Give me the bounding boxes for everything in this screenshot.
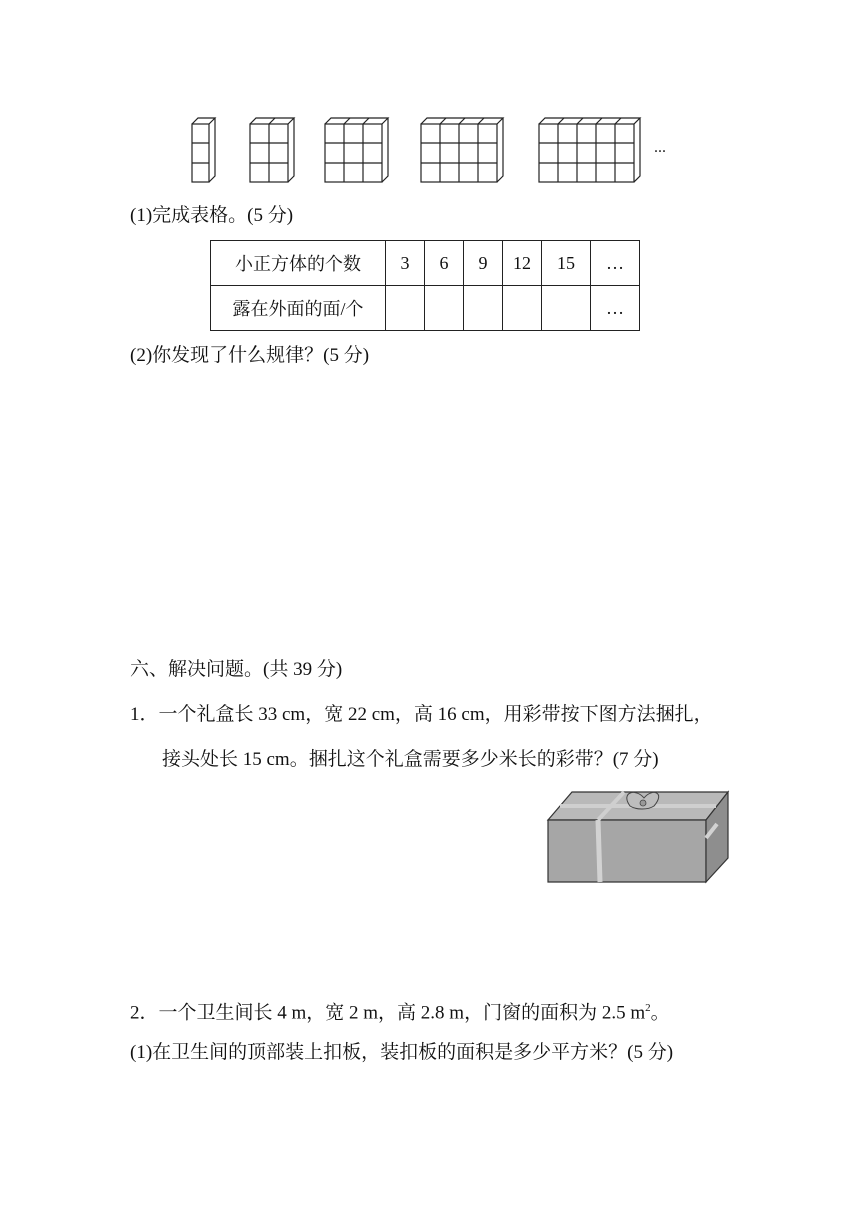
- cube-stack-6: [250, 118, 294, 182]
- q2-line1-end: 。: [650, 1002, 670, 1024]
- table-cell: …: [591, 241, 640, 286]
- cube-stack-3: [192, 118, 215, 182]
- cube-stack-15: [539, 118, 640, 182]
- table-cell: 15: [542, 241, 591, 286]
- part2-prompt: (2)你发现了什么规律？(5 分): [130, 345, 370, 366]
- row-header-exposed-faces: 露在外面的面/个: [211, 286, 386, 331]
- table-cell: …: [591, 286, 640, 331]
- figure-ellipsis: ...: [654, 139, 666, 156]
- answer-cell[interactable]: [425, 286, 464, 331]
- table-row: [211, 241, 640, 286]
- table-cell: 3: [386, 241, 425, 286]
- cube-stack-9: [325, 118, 388, 182]
- q1-line2: 接头处长 15 cm。捆扎这个礼盒需要多少米长的彩带？(7 分): [162, 749, 659, 770]
- q1-line1: 1．一个礼盒长 33 cm，宽 22 cm，高 16 cm，用彩带按下图方法捆扎，: [130, 704, 713, 725]
- q2-sub1-prompt: (1)在卫生间的顶部装上扣板，装扣板的面积是多少平方米？(5 分): [130, 1042, 674, 1063]
- table-row: [211, 286, 640, 331]
- cube-arrangements-figure: [180, 108, 700, 188]
- answer-cell[interactable]: [503, 286, 542, 331]
- part1-prompt: (1)完成表格。(5 分): [130, 205, 294, 226]
- cube-stack-12: [421, 118, 503, 182]
- table-cell: 12: [503, 241, 542, 286]
- section6-title: 六、解决问题。(共 39 分): [130, 659, 343, 680]
- answer-cell[interactable]: [386, 286, 425, 331]
- table-cell: 6: [425, 241, 464, 286]
- gift-box-image: [540, 786, 730, 886]
- q2-line1: [130, 996, 670, 1025]
- table-cell: 9: [464, 241, 503, 286]
- answer-cell[interactable]: [464, 286, 503, 331]
- q2-superscript: 2: [645, 1002, 651, 1014]
- cube-faces-table: [210, 240, 640, 331]
- q2-line1-text: 2．一个卫生间长 4 m，宽 2 m，高 2.8 m，门窗的面积为 2.5 m: [130, 1002, 646, 1024]
- row-header-cube-count: 小正方体的个数: [211, 241, 386, 286]
- answer-cell[interactable]: [542, 286, 591, 331]
